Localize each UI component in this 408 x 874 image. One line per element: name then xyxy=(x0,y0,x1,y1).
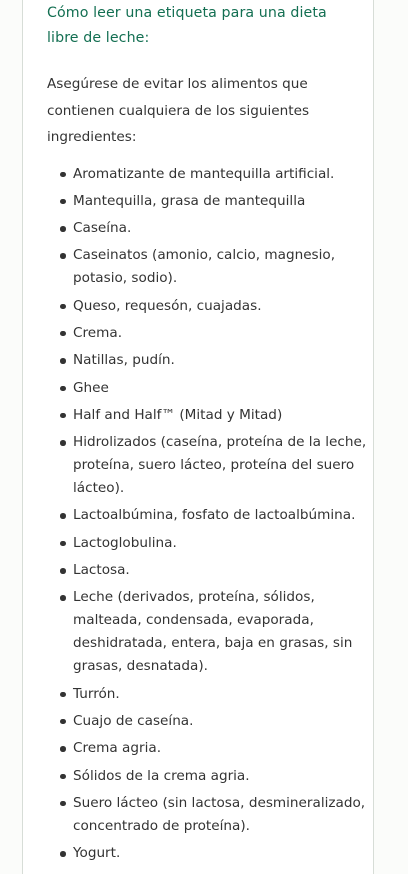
list-item xyxy=(47,792,373,838)
list-item-text: Lactoalbúmina, fosfato de lactoalbúmina. xyxy=(73,507,356,524)
bullet-icon xyxy=(60,746,66,752)
bullet-icon xyxy=(60,331,66,337)
bullet-icon xyxy=(60,413,66,419)
list-item-text: Cuajo de caseína. xyxy=(73,712,194,729)
list-item-text: Hidrolizados (caseína, proteína de la leche, proteína, suero lácteo, proteína del suero lácteo). xyxy=(73,434,367,497)
list-item-text: Caseína. xyxy=(73,220,132,237)
list-item-text: Half and Half™ (Mitad y Mitad) xyxy=(73,406,283,423)
bullet-icon xyxy=(60,358,66,364)
bullet-icon xyxy=(60,386,66,392)
list-item-text: Leche (derivados, proteína, sólidos, malteada, condensada, evaporada, deshidratada, entera, baja en grasas, sin grasas, desnatada). xyxy=(73,589,353,675)
list-item xyxy=(47,532,373,555)
bullet-icon xyxy=(60,253,66,259)
list-item xyxy=(47,322,373,345)
bullet-icon xyxy=(60,304,66,310)
list-item xyxy=(47,217,373,240)
list-item xyxy=(47,404,373,427)
list-item-text: Queso, requesón, cuajadas. xyxy=(73,297,262,314)
bullet-icon xyxy=(60,851,66,857)
list-item xyxy=(47,842,373,865)
bullet-icon xyxy=(60,801,66,807)
list-item xyxy=(47,377,373,400)
list-item-text: Mantequilla, grasa de mantequilla xyxy=(73,192,306,209)
list-item-text: Turrón. xyxy=(73,685,120,702)
list-item-text: Caseinatos (amonio, calcio, magnesio, potasio, sodio). xyxy=(73,247,336,287)
list-item-text: Crema. xyxy=(73,324,123,341)
list-item-text: Yogurt. xyxy=(73,845,121,862)
list-item xyxy=(47,504,373,527)
list-item-text: Ghee xyxy=(73,379,109,396)
ingredient-list xyxy=(47,163,367,866)
bullet-icon xyxy=(60,199,66,205)
bullet-icon xyxy=(60,719,66,725)
list-item xyxy=(47,431,373,500)
list-item-text: Natillas, pudín. xyxy=(73,352,175,369)
list-item-text: Lactosa. xyxy=(73,562,130,579)
list-item-text: Aromatizante de mantequilla artificial. xyxy=(73,165,335,182)
list-item-text: Sólidos de la crema agria. xyxy=(73,767,250,784)
list-item-text: Lactoglobulina. xyxy=(73,534,177,551)
bullet-icon xyxy=(60,513,66,519)
list-item xyxy=(47,163,373,186)
list-item xyxy=(47,710,373,733)
list-item xyxy=(47,559,373,582)
list-item xyxy=(47,737,373,760)
list-item xyxy=(47,244,373,290)
list-item-text: Crema agria. xyxy=(73,740,162,757)
bullet-icon xyxy=(60,595,66,601)
bullet-icon xyxy=(60,568,66,574)
list-item xyxy=(47,295,373,318)
bullet-icon xyxy=(60,440,66,446)
list-item xyxy=(47,765,373,788)
article-content xyxy=(47,0,367,869)
bullet-icon xyxy=(60,541,66,547)
intro-paragraph: Asegúrese de evitar los alimentos que contienen cualquiera de los siguientes ingredientes: xyxy=(47,76,310,145)
bullet-icon xyxy=(60,172,66,178)
list-item-text: Suero lácteo (sin lactosa, desmineralizado, concentrado de proteína). xyxy=(73,794,366,834)
bullet-icon xyxy=(60,774,66,780)
list-item xyxy=(47,683,373,706)
bullet-icon xyxy=(60,226,66,232)
bullet-icon xyxy=(60,692,66,698)
list-item xyxy=(47,190,373,213)
section-heading: Cómo leer una etiqueta para una dieta libre de leche: xyxy=(47,5,327,46)
list-item xyxy=(47,349,373,372)
list-item xyxy=(47,586,373,678)
